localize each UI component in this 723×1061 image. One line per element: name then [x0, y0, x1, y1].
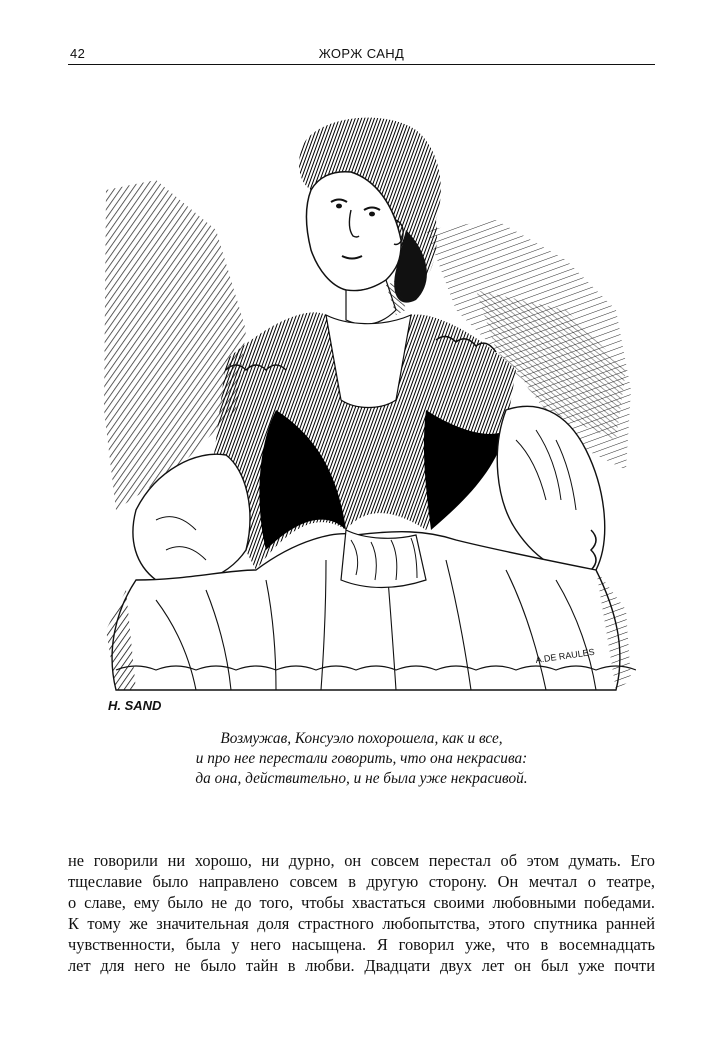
running-title: ЖОРЖ САНД: [318, 46, 405, 61]
body-line: тщеславие было направлено совсем в другую сторону. Он мечтал о театре,: [68, 871, 655, 891]
caption-line: и про нее перестали говорить, что она некрасива:: [195, 750, 528, 767]
body-line: лет для него не было тайн в любви. Двадцати двух лет он был уже почти: [68, 955, 655, 975]
caption-line: да она, действительно, и не была уже некрасивой.: [195, 770, 528, 787]
caption-line: Возмужав, Консуэло похорошела, как и все,: [220, 730, 503, 747]
artist-signature-left: H. SAND: [108, 698, 162, 713]
body-paragraph: [68, 851, 655, 976]
portrait-illustration: [96, 110, 636, 720]
body-line: не говорили ни хорошо, ни дурно, он совсем перестал об этом думать. Его: [68, 851, 655, 870]
running-header: [68, 44, 655, 65]
body-line: о славе, ему было не до того, чтобы хвастаться своими любовными победами.: [68, 892, 655, 912]
body-line: К тому же значительная доля страстного любопытства, этого спутника ранней: [68, 913, 655, 933]
page-number: 42: [70, 46, 86, 61]
illustration-caption: [100, 729, 623, 789]
body-line: чувственности, была у него насыщена. Я говорил уже, что в восемнадцать: [68, 934, 655, 954]
artist-signature-right: A.DE RAULES: [534, 646, 596, 665]
